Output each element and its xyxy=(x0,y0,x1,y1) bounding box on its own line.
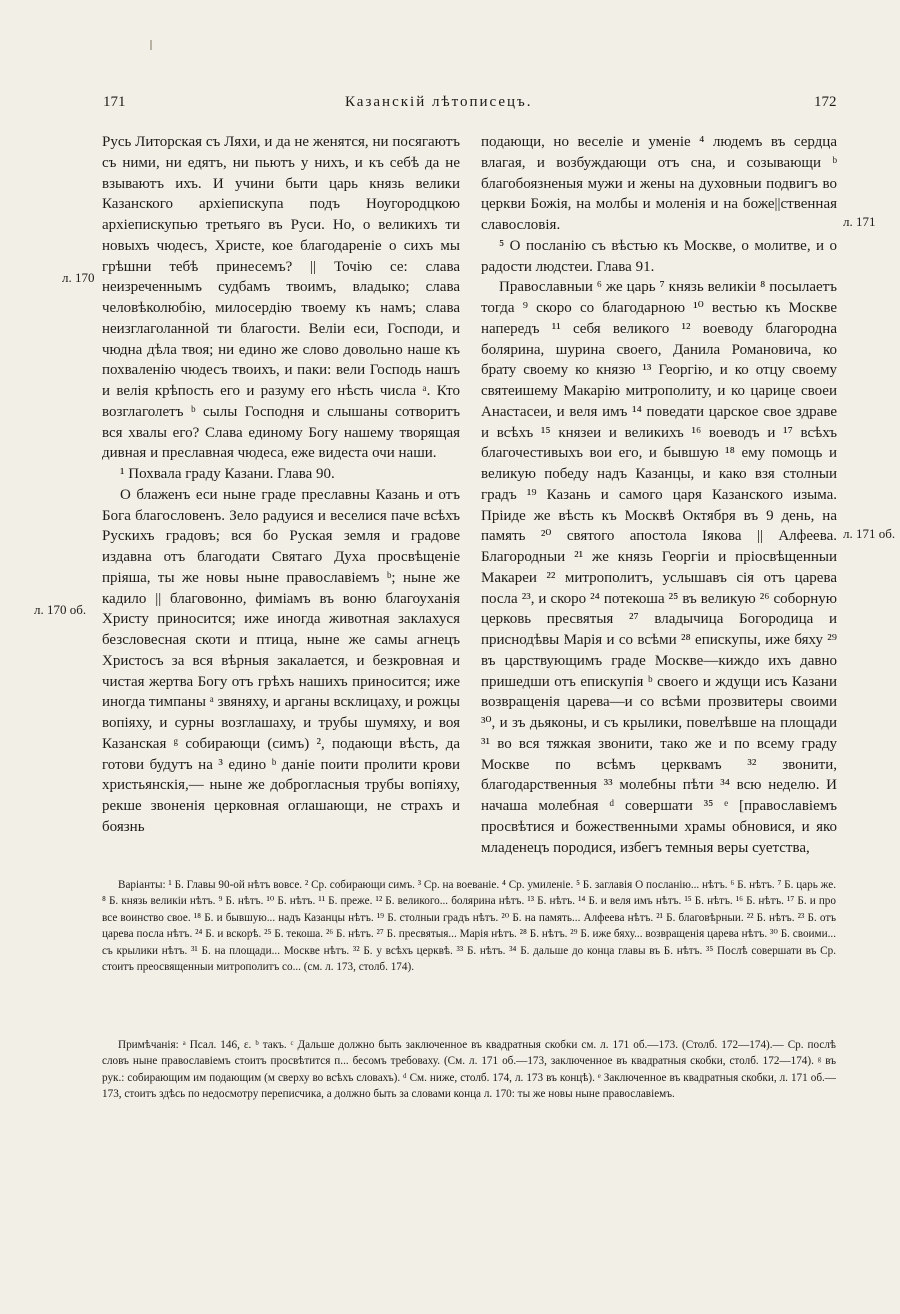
paper-speck xyxy=(150,40,152,50)
paragraph: подающи, но веселіе и уменіе ⁴ людемъ въ сердца влагая, и возбуждающи отъ сна, и созывающи ᵇ благобоязненыя мужи и жены на духовныи подвигъ во церкви Божія, на молбы и моленія и на боже||ственная славословія. xyxy=(481,134,837,233)
margin-folio-note: л. 171 об. xyxy=(843,526,896,541)
paragraph: Русь Литорская съ Ляхи, и да не женятся, ни посягаютъ съ ними, ни едятъ, ни пьютъ у нихъ, и къ себѣ да не взываютъ ихъ. И учини быти царь князь велики Казанского архіепискупа подъ Ноугородцкою архіепискупью третьяго въ Руси. Но, о великихъ ти новыхъ чюдесъ, Христе, кое благодареніе о сихъ мы грѣшни тебѣ принесемъ? || Точію се: слава неизреченнымъ судбамъ твоимъ, владыко; слава человѣколюбію, милосердію твоему къ намъ; слава неизглаголанной ти благости. Велiи еси, Господи, и чюдна дѣла твоя; ни едино же слово довольно наше къ похваленію чюдесъ твоихъ, и паки: вели Господь нашъ и велія крѣпость его и разуму его нѣсть числа ᵃ. Кто возглаголетъ ᵇ сылы Господня и слышаны сотворитъ вся хвалы его? Слава единому Богу нашему творящая дивная и преславная чюдеса, еже видеста очи наши. xyxy=(102,134,460,462)
running-header xyxy=(0,94,900,118)
variants-text: Варіанты: ¹ Б. Главы 90-ой нѣтъ вовсе. ² Ср. собирающи симъ. ³ Ср. на воеваніе. ⁴ Ср. умиленіе. ⁵ Б. заглавія О посланію... нѣтъ. ⁶ Б. нѣтъ. ⁷ Б. царь же. ⁸ Б. князь великіи нѣтъ. ⁹ Б. нѣтъ. ¹⁰ Б. нѣтъ. ¹¹ Б. преже. ¹² Б. великого... болярина нѣтъ. ¹³ Б. нѣтъ. ¹⁴ Б. и веля имъ нѣтъ. ¹⁵ Б. нѣтъ. ¹⁶ Б. нѣтъ. ¹⁷ Б. и про все воинство свое. ¹⁸ Б. и бывшую... надъ Казанцы нѣтъ. ¹⁹ Б. столныи градъ нѣтъ. ²⁰ Б. на память... Алфеева нѣтъ. ²¹ Б. благовѣрныи. ²² Б. нѣтъ. ²³ Б. отъ царева посла нѣтъ. ²⁴ Б. и вскорѣ. ²⁵ Б. текоша. ²⁶ Б. нѣтъ. ²⁷ Б. пресвятыя... Марія нѣтъ. ²⁸ Б. нѣтъ. ²⁹ Б. иже бяху... возвращенія царева нѣтъ. ³⁰ Б. своими... съ крылики нѣтъ. ³¹ Б. на площади... Москве нѣтъ. ³² Б. у всѣхъ церквѣ. ³³ Б. нѣтъ. ³⁴ Б. дальше до конца главы въ Б. нѣтъ. ³⁵ Послѣ совершати въ Ср. стоитъ преосвященныи митрополитъ со... (см. л. 173, столб. 174). xyxy=(102,879,836,974)
variants-apparatus xyxy=(102,877,836,975)
page-number-right: 172 xyxy=(814,94,837,110)
chapter-heading-90: ¹ Похвала граду Казани. Глава 90. xyxy=(120,466,335,482)
paragraph: Православныи ⁶ же царь ⁷ князь великіи ⁸ посылаетъ тогда ⁹ скоро со благодарною ¹⁰ вестью къ Москве напередъ ¹¹ себя великого ¹² воеводу благородна болярина, шурина своего, Данила Романовича, ко брату своему ко князю ¹³ Георгію, и ко отцу своему святеишему Макарію митрополиту, и ко царице своеи Анастасеи, и веля имъ ¹⁴ поведати царское свое здраве и всѣхъ ¹⁵ князеи и великихъ ¹⁶ воеводъ и ¹⁷ всѣхъ благочестивыхъ вои его, и бывшую ¹⁸ ему помощь и великую победу надъ Казанцы, и како взя столныи градъ ¹⁹ Казань и самого царя Казанского изыма. Пріиде же вѣсть къ Москвѣ Октября въ 9 день, на память ²⁰ святого апостола Іякова || Алфеева. Благородныи ²¹ же князь Георгіи и пріосвѣщенныи Макареи ²² митрополитъ, услышавъ сія отъ царева посла ²³, и скоро ²⁴ потекоша ²⁵ въ великую ²⁶ соборную церковь пресвятыя ²⁷ владычица Богородица и приснодѣвы Марія и со всѣми ²⁸ епискупы, иже бяху ²⁹ въ царствующимъ граде Москве—киждо ихъ давно пришедши отъ епискупія ᵇ своего и ждущи исъ Казани возвращенія царева—и со всѣми прозвитеры своими ³⁰, и зъ дьяконы, и съ крылики, повелѣвше на площади ³¹ во вся тяжкая звонити, тако же и по всему граду Москве по всѣмъ церквамъ ³² звонити, благодарственныя ³³ молебны пѣти ³⁴ всю неделю. И начаша молебная ᵈ совершати ³⁵ ᵉ [православіемъ просвѣтися и божественными храмы обновися, и яко младенецъ породися, избегъ темныя веры суетства, xyxy=(481,279,837,856)
running-title: Казанскій лѣтописецъ. xyxy=(345,94,533,110)
page-number-left: 171 xyxy=(103,94,126,110)
notes-text: Примѣчанія: ᵃ Псал. 146, ε. ᵇ такъ. ᶜ Дальше должно быть заключенное въ квадратныя скобки см. л. 171 об.—173. (Столб. 172—174).— Ср. послѣ словъ ныне православіемъ стоитъ просвѣтится п... бесомъ требоваху. (См. л. 171 об.—173, заключенное въ квадратныя скобки, столб. 172—174). ᵍ въ рук.: собирающим им подающим (м сверху во всѣхъ словахъ). ᵈ См. ниже, столб. 174, л. 173 въ концѣ). ᵉ Заключенное въ квадратныя скобки, л. 171 об.—173, стоитъ здѣсь по недосмотру переписчика, а должно быть за словами конца л. 170: ты же новы ныне православіемъ. xyxy=(102,1039,836,1101)
margin-folio-note: л. 171 xyxy=(843,214,876,229)
right-column xyxy=(481,132,837,858)
chapter-heading-91: ⁵ О посланію съ вѣстью къ Москве, о молитве, и о радости людстеи. Глава 91. xyxy=(481,237,837,275)
margin-folio-note: л. 170 xyxy=(62,270,95,285)
margin-folio-note: л. 170 об. xyxy=(34,602,87,617)
left-column xyxy=(102,132,460,838)
paragraph: О блаженъ еси ныне граде преславны Казань и отъ Бога благословенъ. Зело радуися и веселися паче всѣхъ Рускихъ градовъ; вся бо Руская земля и градове издавна отъ благодати Святаго Духа просвѣщеніе пріяша, ты же новы ныне православіемъ ᵇ; ныне же кадило || благовонно, фиміамъ въ воню благоуханія Христу приносится; иже иногда животная заклахуся безсловесная скоти и птица, ныне же самы агнецъ Христосъ за вся вѣрныя закалается, и безкровная и чистая жертва Богу отъ грѣхъ нашихъ приносится; иже иногда тимпаны ᵃ звяняху, и арганы всклицаху, и рожцы вопіяху, и сурны возглашаху, и трубы шумяху, и воя Казанская ᵍ собирающи (симъ) ², подающи вѣсть, да готови будутъ на ³ едино ᵇ даніе поити пролити крови христьянскія,— ныне же доброгласныя трубы вопіяху, рекше звоненія церковная оглашающи, не страхъ и боязнь xyxy=(102,486,460,835)
notes-apparatus xyxy=(102,1037,836,1103)
